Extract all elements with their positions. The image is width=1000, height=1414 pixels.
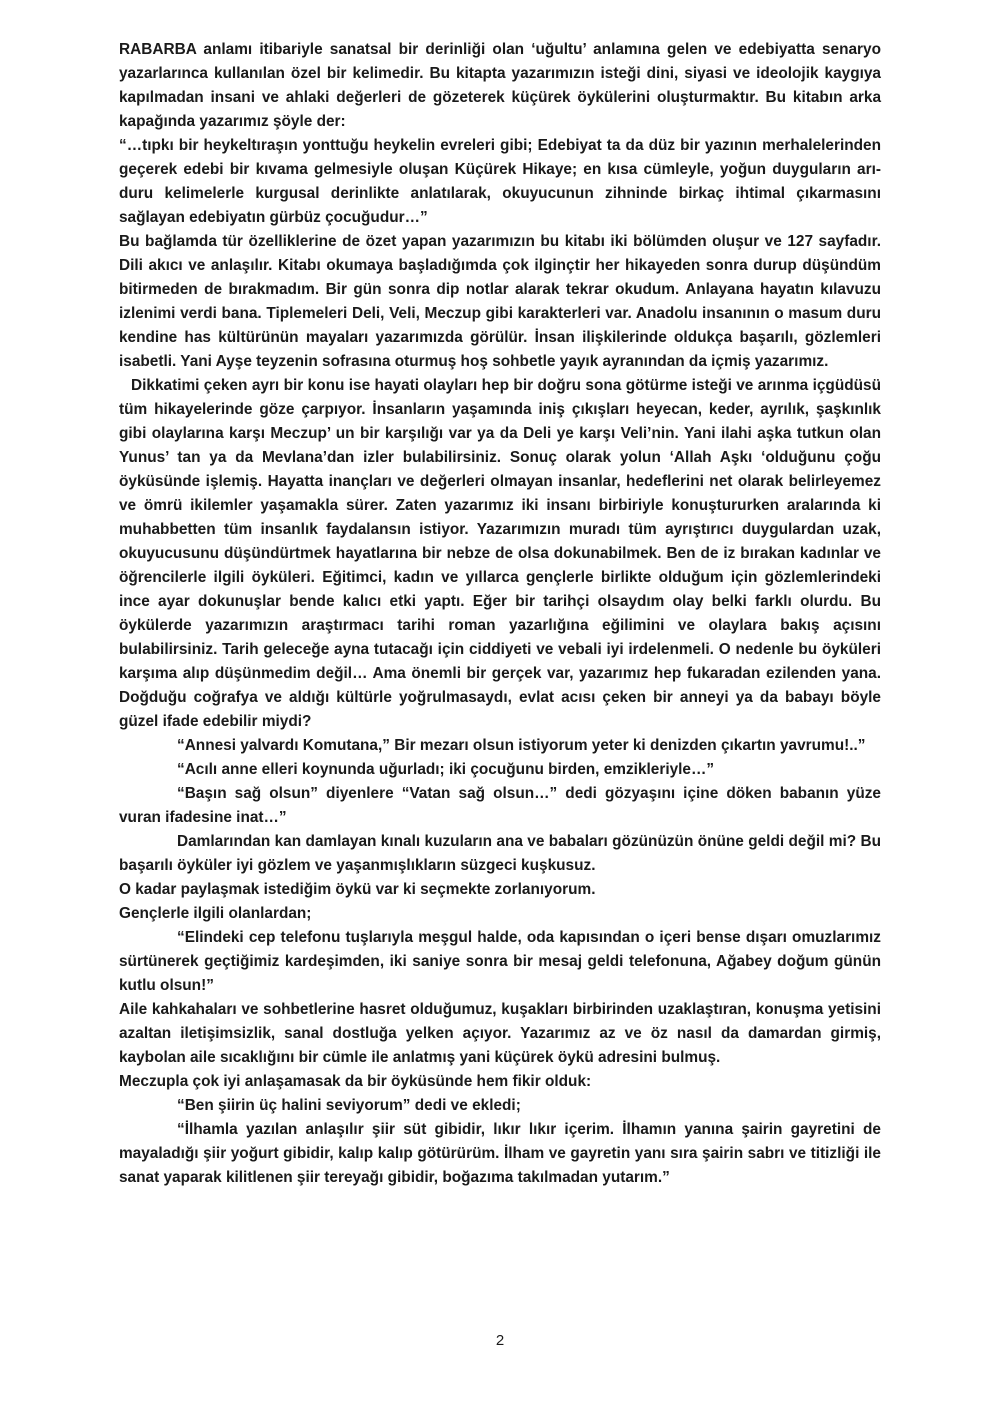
paragraph-youth-intro: Gençlerle ilgili olanlardan; (119, 905, 312, 922)
quote-father-condolence: “Başın sağ olsun” diyenlere “Vatan sağ olsun…” dedi gözyaşını içine döken babanın yüze vuran ifadesine inat…” (119, 785, 881, 826)
quote-grieving-mother: “Acılı anne elleri koynunda uğurladı; iki çocuğunu birden, emzikleriyle…” (177, 761, 715, 778)
quote-mother-commander: “Annesi yalvardı Komutana,” Bir mezarı olsun istiyorum yeter ki denizden çıkartın yavrumu!..” (177, 737, 866, 754)
paragraph-meczup-agreement: Meczupla çok iyi anlaşamasak da bir öyküsünde hem fikir olduk: (119, 1073, 592, 1090)
quote-phone-message: “Elindeki cep telefonu tuşlarıyla meşgul halde, oda kapısından o içeri bense dışarı omuzlarımız sürtünerek geçtiğimiz kardeşimden, iki saniye sonra bir mesaj geldi telefonuna, Ağabey doğum günün kutlu olsun!” (119, 929, 881, 994)
quote-milk-yogurt-butter: “İlhamla yazılan anlaşılır şiir süt gibidir, lıkır lıkır içerim. İlhamın yanına şairin gayretini de mayaladığı şiir yoğurt gibidir, kalıp kalıp götürürüm. İlham ve gayretin yanı sıra şairin sabrı ve titizliği ile sanat yaparak kilitlenen şiir tereyağı gibidir, boğazıma takılmadan yutarım.” (119, 1121, 881, 1186)
paragraph-family-warmth: Aile kahkahaları ve sohbetlerine hasret olduğumuz, kuşakları birbirinden uzaklaştıran, konuşma yetisini azaltan iletişimsizlik, sanal dostluğa yelken açıyor. Yazarımız az ve öz nasıl da damardan girmiş, kaybolan aile sıcaklığını bir cümle ile anlatmış yani küçürek öykü adresini bulmuş. (119, 1001, 881, 1066)
quote-three-states-of-poetry: “Ben şiirin üç halini seviyorum” dedi ve ekledi; (177, 1097, 521, 1114)
paragraph-themes: Dikkatimi çeken ayrı bir konu ise hayati olayları hep bir doğru sona götürme isteği ve arınma içgüdüsü tüm hikayelerinde göze çarpıyor. İnsanların yaşamında iniş çıkışları heyecan, keder, ayrılık, şaşkınlık gibi olaylarına karşı Meczup’ un bir karşılığı var ya da Deli ye karşı Veli’nin. Yani ilahi aşka tutkun olan Yunus’ tan ya da Mevlana’dan izler bulabilirsiniz. Sonuç olarak yolun ‘Allah Aşkı ‘olduğunu çoğu öyküsünde işlemiş. Hayatta inançları ve değerleri olmayan insanlar, hedeflerini net olarak belirleyemez ve ömrü ikilemler yaşamakla sürer. Zaten yazarımız iki insanı birbiriyle konuştururken aralarında ki muhabbetten tüm insanlık faydalansın istiyor. Yazarımızın muradı tüm ayrıştırıcı duygulardan uzak, okuyucusunu düşündürtmek hayatlarına bir nebze de olsa dokunabilmek. Ben de iz bırakan kadınlar ve öğrencilerle ilgili öyküleri. Eğitimci, kadın ve yıllarca gençlerle birlikte olduğum için gözlemlerindeki ince ayar dokunuşlar bende kalıcı etki yaptı. Eğer bir tarihçi olsaydım olay belki farklı olurdu. Bu öykülerde yazarımızın araştırmacı tarihi roman yazarlığına eğilimini ve olaylara bakış açısını bulabilirsiniz. Tarih geleceğe ayna tutacağı için ciddiyeti ve vebali iyi irdelenmeli. O nedenle bu öyküleri karşıma alıp düşünmedim değil… Ama önemli bir gerçek var, yazarımız hep fukaradan ezilenden yana. Doğduğu coğrafya ve aldığı kültürle yoğrulmasaydı, evlat acısı çeken bir anneyi ya da babayı böyle güzel ifade edebilir miydi? (119, 377, 881, 730)
document-page (119, 38, 881, 1190)
paragraph-intro: RABARBA anlamı itibariyle sanatsal bir derinliği olan ‘uğultu’ anlamına gelen ve edebiyatta senaryo yazarlarınca kullanılan özel bir kelimedir. Bu kitapta yazarımızın isteği dini, siyasi ve ideolojik kaygıya kapılmadan insani ve ahlaki değerleri de gözeterek küçürek öykülerini oluşturmaktır. Bu kitabın arka kapağında yazarımız şöyle der: (119, 41, 881, 130)
paragraph-book-structure: Bu bağlamda tür özelliklerine de özet yapan yazarımızın bu kitabı iki bölümden oluşur ve 127 sayfadır. Dili akıcı ve anlaşılır. Kitabı okumaya başladığımda çok ilginçtir her hikayeden sonra durup düşündüm bitirmeden de bırakmadım. Bir gün sonra dip notlar alarak tekrar okudum. Anlayana hayatın kılavuzu izlenimi verdi bana. Tiplemeleri Deli, Veli, Meczup gibi karakterleri var. Anadolu insanının o masum duru kendine has kültürünün mayaları yazarımızda görülür. İnsan ilişkilerinde oldukça başarılı, gözlemleri isabetli. Yani Ayşe teyzenin sofrasına oturmuş hoş sohbetle yayık ayranından da içmiş yazarımız. (119, 233, 881, 370)
page-number: 2 (495, 1332, 505, 1349)
paragraph-hard-to-choose: O kadar paylaşmak istediğim öykü var ki seçmekte zorlanıyorum. (119, 881, 596, 898)
paragraph-back-cover-quote: “…tıpkı bir heykeltıraşın yonttuğu heykelin evreleri gibi; Edebiyat ta da düz bir yazının merhalelerinden geçerek edebi bir kıvama gelmesiyle oluşan Küçürek Hikaye; en kısa cümleyle, yoğun duyguların arı- duru kelimelerle kurgusal derinlikte anlatılarak, okuyucunun zihninde birkaç ihtimal çıkarmasını sağlayan edebiyatın gürbüz çocuğudur…” (119, 137, 881, 226)
paragraph-observation: Damlarından kan damlayan kınalı kuzuların ana ve babaları gözünüzün önüne geldi değil mi? Bu başarılı öyküler iyi gözlem ve yaşanmışlıkların süzgeci kuşkusuz. (119, 833, 881, 874)
